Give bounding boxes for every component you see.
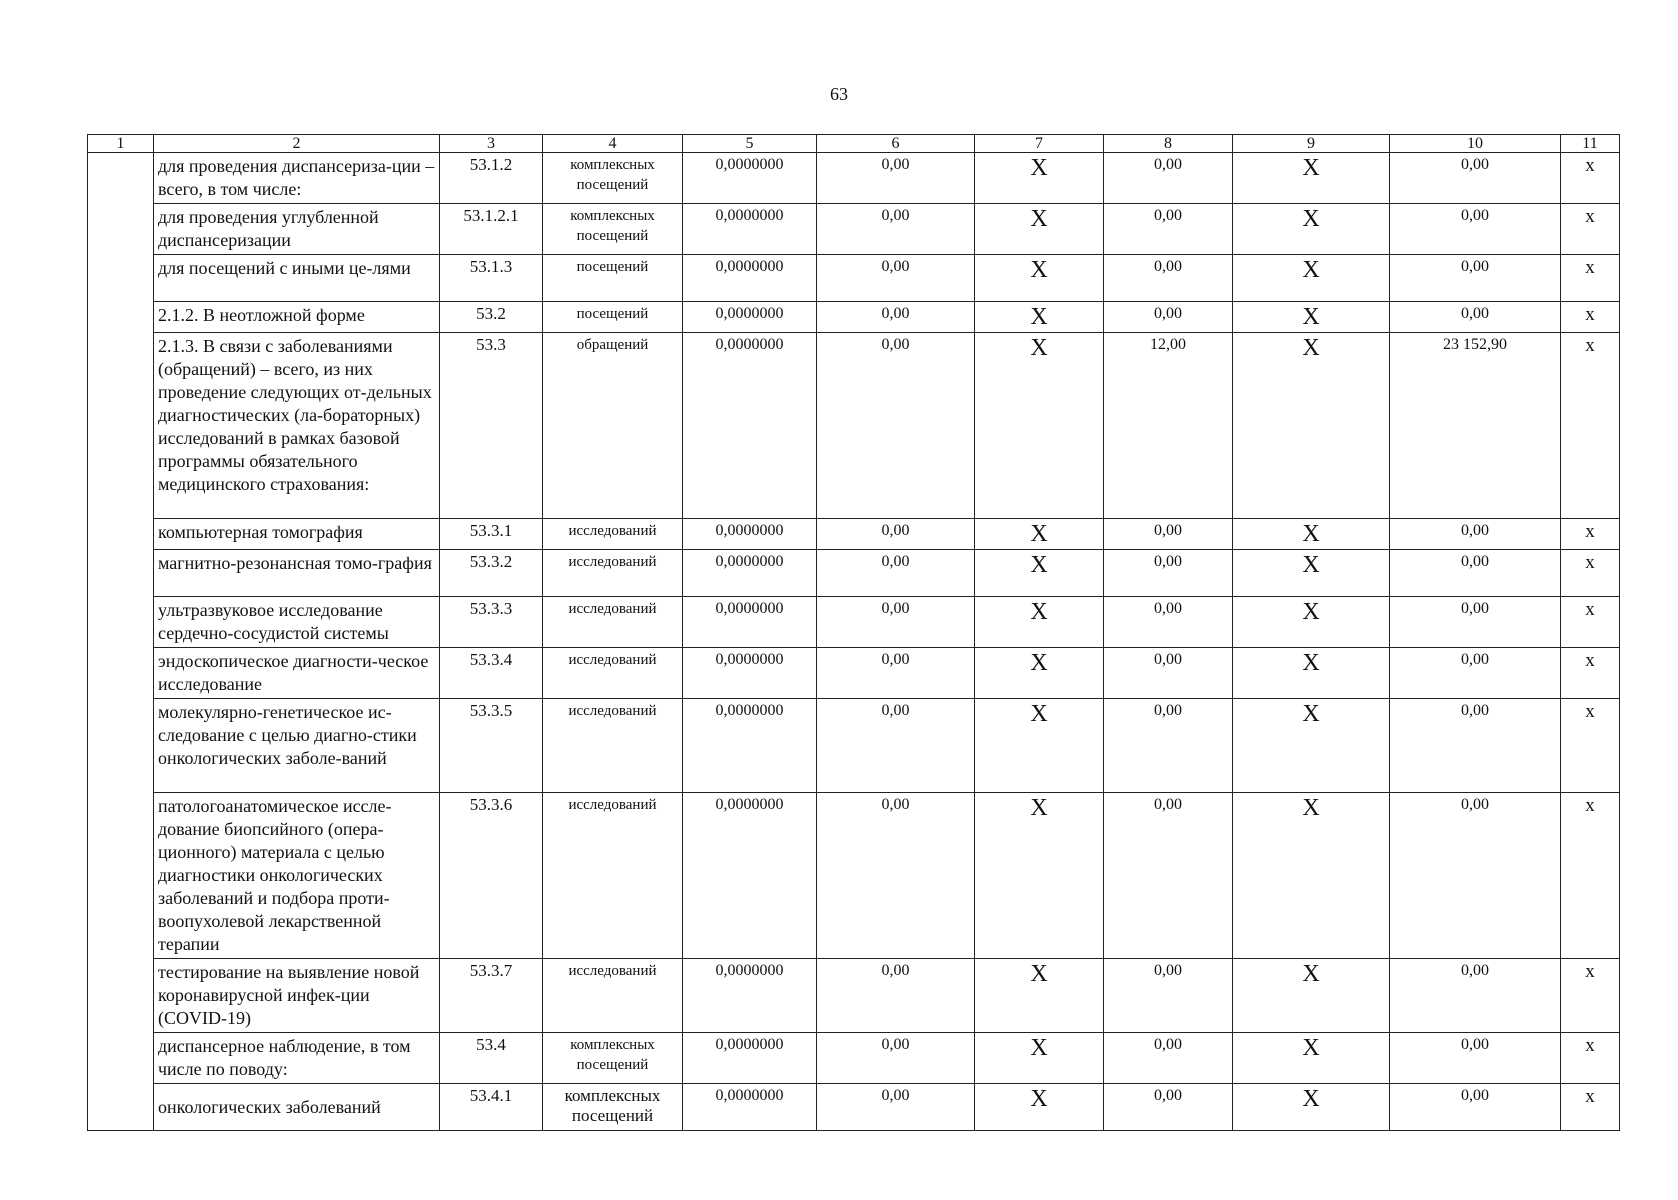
cell-col9: X [1233, 333, 1390, 519]
cell-col5: 0,0000000 [683, 333, 817, 519]
cell-col10: 0,00 [1390, 959, 1561, 1033]
cell-col7: X [975, 302, 1104, 333]
row-unit: комплексных посещений [543, 1033, 683, 1084]
cell-col8: 12,00 [1104, 333, 1233, 519]
cell-col6: 0,00 [817, 333, 975, 519]
row-unit: обращений [543, 333, 683, 519]
cell-col11: x [1561, 255, 1620, 302]
cell-col11: x [1561, 597, 1620, 648]
row-code: 53.4.1 [440, 1084, 543, 1131]
row-name: 2.1.2. В неотложной форме [154, 302, 440, 333]
row-unit: посещений [543, 255, 683, 302]
cell-col7: X [975, 597, 1104, 648]
cell-col11: x [1561, 1033, 1620, 1084]
header-cell: 7 [975, 135, 1104, 153]
cell-col7: X [975, 519, 1104, 550]
cell-col9: X [1233, 793, 1390, 959]
table-row [88, 1033, 1620, 1084]
row-unit: посещений [543, 302, 683, 333]
table-row [88, 699, 1620, 793]
cell-col9: X [1233, 204, 1390, 255]
cell-col11: x [1561, 153, 1620, 204]
table-row [88, 333, 1620, 519]
header-cell: 1 [88, 135, 154, 153]
row-name: диспансерное наблюдение, в том числе по поводу: [154, 1033, 440, 1084]
cell-col10: 0,00 [1390, 550, 1561, 597]
cell-col10: 0,00 [1390, 204, 1561, 255]
cell-col11: x [1561, 1084, 1620, 1131]
cell-col11: x [1561, 959, 1620, 1033]
cell-col7: X [975, 793, 1104, 959]
cell-col11: x [1561, 648, 1620, 699]
row-unit: исследований [543, 793, 683, 959]
cell-col9: X [1233, 648, 1390, 699]
row-name: ультразвуковое исследование сердечно-сосудистой системы [154, 597, 440, 648]
cell-col8: 0,00 [1104, 255, 1233, 302]
cell-col11: x [1561, 793, 1620, 959]
cell-col8: 0,00 [1104, 519, 1233, 550]
cell-col11: x [1561, 302, 1620, 333]
row-name: эндоскопическое диагности-ческое исследование [154, 648, 440, 699]
row-code: 53.3.2 [440, 550, 543, 597]
row-code: 53.3 [440, 333, 543, 519]
row-code: 53.1.3 [440, 255, 543, 302]
table-row [88, 597, 1620, 648]
cell-col8: 0,00 [1104, 153, 1233, 204]
cell-col5: 0,0000000 [683, 959, 817, 1033]
page-number: 63 [830, 84, 848, 104]
row-unit: исследований [543, 519, 683, 550]
row-code: 53.3.5 [440, 699, 543, 793]
row-name: компьютерная томография [154, 519, 440, 550]
cell-col10: 0,00 [1390, 302, 1561, 333]
cell-col6: 0,00 [817, 519, 975, 550]
row-unit: исследований [543, 597, 683, 648]
header-cell: 3 [440, 135, 543, 153]
cell-col11: x [1561, 519, 1620, 550]
row-number-cell [88, 153, 154, 1131]
table-row [88, 959, 1620, 1033]
table-row [88, 302, 1620, 333]
cell-col6: 0,00 [817, 648, 975, 699]
cell-col8: 0,00 [1104, 959, 1233, 1033]
table-row [88, 204, 1620, 255]
row-code: 53.1.2.1 [440, 204, 543, 255]
data-table [87, 134, 1620, 1131]
row-unit: исследований [543, 699, 683, 793]
header-row [88, 135, 1620, 153]
cell-col5: 0,0000000 [683, 1033, 817, 1084]
cell-col7: X [975, 204, 1104, 255]
row-unit: комплексных посещений [543, 204, 683, 255]
cell-col7: X [975, 255, 1104, 302]
cell-col5: 0,0000000 [683, 550, 817, 597]
cell-col9: X [1233, 597, 1390, 648]
cell-col7: X [975, 153, 1104, 204]
row-code: 53.2 [440, 302, 543, 333]
cell-col8: 0,00 [1104, 699, 1233, 793]
row-unit: комплексных посещений [543, 153, 683, 204]
row-name: онкологических заболеваний [154, 1084, 440, 1131]
row-code: 53.4 [440, 1033, 543, 1084]
cell-col5: 0,0000000 [683, 597, 817, 648]
cell-col5: 0,0000000 [683, 1084, 817, 1131]
row-name: для посещений с иными це-лями [154, 255, 440, 302]
table-row [88, 153, 1620, 204]
cell-col11: x [1561, 550, 1620, 597]
row-name: 2.1.3. В связи с заболеваниями (обращений) – всего, из них проведение следующих от-дельных диагностических (ла-бораторных) исследований в рамках базовой программы обязательного медицинского страхования: [154, 333, 440, 519]
row-code: 53.3.7 [440, 959, 543, 1033]
cell-col7: X [975, 1033, 1104, 1084]
cell-col6: 0,00 [817, 699, 975, 793]
cell-col9: X [1233, 550, 1390, 597]
row-name: патологоанатомическое иссле-дование биопсийного (опера-ционного) материала с целью диагностики онкологических заболеваний и подбора проти-воопухолевой лекарственной терапии [154, 793, 440, 959]
cell-col9: X [1233, 959, 1390, 1033]
table-row [88, 793, 1620, 959]
cell-col10: 0,00 [1390, 699, 1561, 793]
row-code: 53.3.4 [440, 648, 543, 699]
cell-col7: X [975, 550, 1104, 597]
row-name: тестирование на выявление новой коронавирусной инфек-ции (COVID-19) [154, 959, 440, 1033]
cell-col7: X [975, 699, 1104, 793]
cell-col9: X [1233, 1084, 1390, 1131]
cell-col10: 0,00 [1390, 648, 1561, 699]
cell-col10: 0,00 [1390, 153, 1561, 204]
cell-col5: 0,0000000 [683, 648, 817, 699]
cell-col10: 0,00 [1390, 519, 1561, 550]
cell-col9: X [1233, 1033, 1390, 1084]
table-row [88, 255, 1620, 302]
row-code: 53.3.6 [440, 793, 543, 959]
row-unit: исследований [543, 550, 683, 597]
table-row [88, 648, 1620, 699]
row-unit: исследований [543, 959, 683, 1033]
cell-col8: 0,00 [1104, 1033, 1233, 1084]
header-cell: 4 [543, 135, 683, 153]
cell-col6: 0,00 [817, 959, 975, 1033]
cell-col8: 0,00 [1104, 793, 1233, 959]
cell-col10: 0,00 [1390, 1033, 1561, 1084]
cell-col6: 0,00 [817, 204, 975, 255]
cell-col6: 0,00 [817, 255, 975, 302]
cell-col6: 0,00 [817, 153, 975, 204]
row-name: для проведения диспансериза-ции – всего, в том числе: [154, 153, 440, 204]
cell-col5: 0,0000000 [683, 699, 817, 793]
header-cell: 10 [1390, 135, 1561, 153]
table-row [88, 550, 1620, 597]
table-row [88, 1084, 1620, 1131]
row-code: 53.1.2 [440, 153, 543, 204]
cell-col11: x [1561, 333, 1620, 519]
cell-col8: 0,00 [1104, 302, 1233, 333]
cell-col6: 0,00 [817, 1084, 975, 1131]
table-row [88, 519, 1620, 550]
row-name: для проведения углубленной диспансеризации [154, 204, 440, 255]
cell-col6: 0,00 [817, 793, 975, 959]
row-name: магнитно-резонансная томо-графия [154, 550, 440, 597]
header-cell: 2 [154, 135, 440, 153]
cell-col5: 0,0000000 [683, 153, 817, 204]
row-unit: комплексных посещений [543, 1084, 683, 1131]
cell-col5: 0,0000000 [683, 793, 817, 959]
cell-col9: X [1233, 255, 1390, 302]
row-code: 53.3.3 [440, 597, 543, 648]
header-cell: 9 [1233, 135, 1390, 153]
cell-col5: 0,0000000 [683, 519, 817, 550]
cell-col9: X [1233, 302, 1390, 333]
cell-col11: x [1561, 699, 1620, 793]
cell-col10: 0,00 [1390, 597, 1561, 648]
header-cell: 8 [1104, 135, 1233, 153]
cell-col8: 0,00 [1104, 597, 1233, 648]
cell-col10: 0,00 [1390, 1084, 1561, 1131]
cell-col8: 0,00 [1104, 550, 1233, 597]
cell-col5: 0,0000000 [683, 204, 817, 255]
cell-col10: 0,00 [1390, 255, 1561, 302]
cell-col9: X [1233, 153, 1390, 204]
row-unit: исследований [543, 648, 683, 699]
cell-col6: 0,00 [817, 597, 975, 648]
cell-col6: 0,00 [817, 550, 975, 597]
header-cell: 11 [1561, 135, 1620, 153]
header-cell: 6 [817, 135, 975, 153]
cell-col9: X [1233, 519, 1390, 550]
cell-col7: X [975, 648, 1104, 699]
cell-col10: 0,00 [1390, 793, 1561, 959]
cell-col8: 0,00 [1104, 648, 1233, 699]
cell-col11: x [1561, 204, 1620, 255]
cell-col6: 0,00 [817, 302, 975, 333]
cell-col8: 0,00 [1104, 204, 1233, 255]
cell-col8: 0,00 [1104, 1084, 1233, 1131]
cell-col7: X [975, 333, 1104, 519]
cell-col10: 23 152,90 [1390, 333, 1561, 519]
cell-col6: 0,00 [817, 1033, 975, 1084]
cell-col9: X [1233, 699, 1390, 793]
cell-col5: 0,0000000 [683, 255, 817, 302]
cell-col7: X [975, 959, 1104, 1033]
row-code: 53.3.1 [440, 519, 543, 550]
row-name: молекулярно-генетическое ис-следование с целью диагно-стики онкологических заболе-ваний [154, 699, 440, 793]
header-cell: 5 [683, 135, 817, 153]
cell-col5: 0,0000000 [683, 302, 817, 333]
cell-col7: X [975, 1084, 1104, 1131]
